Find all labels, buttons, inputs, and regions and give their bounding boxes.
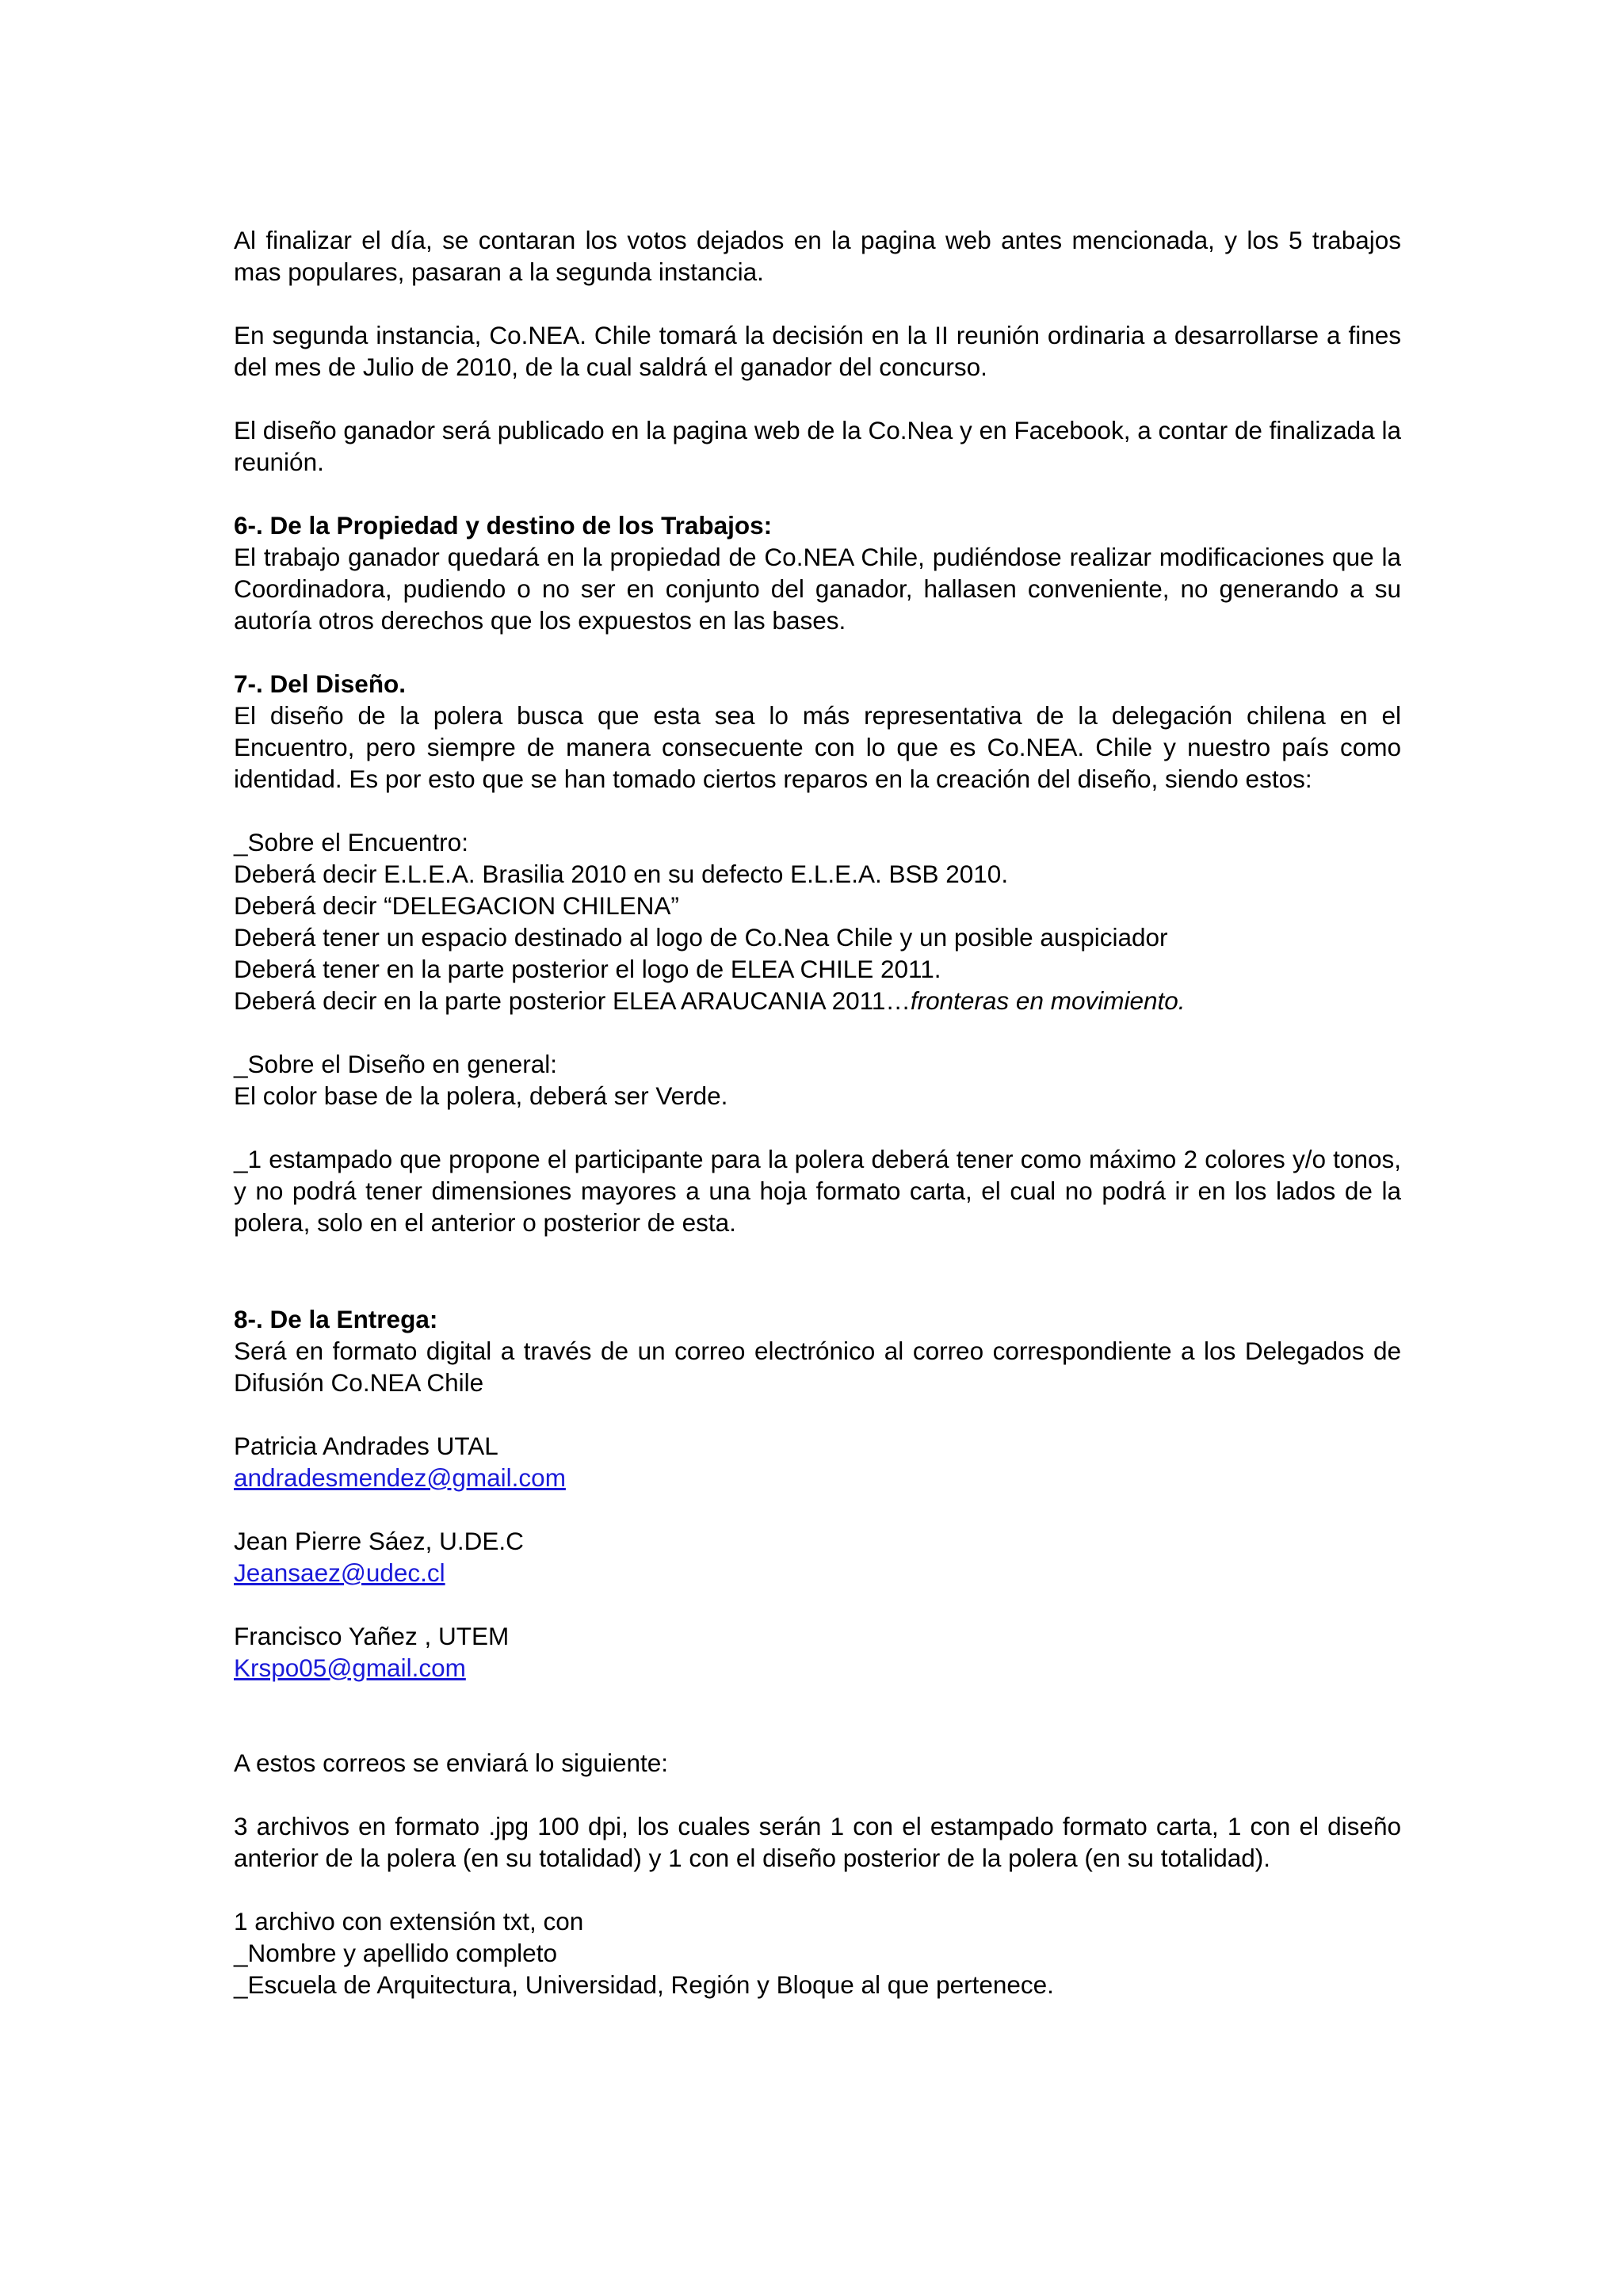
paragraph-vote-count: Al finalizar el día, se contaran los votos dejados en la pagina web antes mencionada, y los 5 trabajos mas populares, pasaran a la segunda instancia. [234, 226, 1401, 286]
files-jpg-paragraph: 3 archivos en formato .jpg 100 dpi, los cuales serán 1 con el estampado formato carta, 1 con el diseño anterior de la polera (en su totalidad) y 1 con el diseño posterior de la polera (en su totalidad). [234, 1812, 1401, 1872]
contact-email-link[interactable]: andradesmendez@gmail.com [234, 1463, 566, 1492]
contact-name: Patricia Andrades UTAL [234, 1432, 498, 1460]
section-7-body: El diseño de la polera busca que esta sea lo más representativa de la delegación chilena en el Encuentro, pero siempre de manera consecuente con lo que es Co.NEA. Chile y nuestro país como identidad. Es por esto que se han tomado ciertos reparos en la creación del diseño, siendo estos: [234, 701, 1401, 793]
encuentro-item: Deberá decir “DELEGACION CHILENA” [234, 891, 679, 920]
section-6-heading: 6-. De la Propiedad y destino de los Trabajos: [234, 511, 773, 540]
paragraph-second-stage: En segunda instancia, Co.NEA. Chile tomará la decisión en la II reunión ordinaria a desarrollarse a fines del mes de Julio de 2010, de la cual saldrá el ganador del concurso. [234, 321, 1401, 381]
contact-name: Francisco Yañez , UTEM [234, 1622, 510, 1650]
general-design-color: El color base de la polera, deberá ser Verde. [234, 1081, 728, 1110]
contact-email-link[interactable]: Jeansaez@udec.cl [234, 1558, 445, 1587]
document-body [234, 224, 1401, 2000]
section-8-body: Será en formato digital a través de un correo electrónico al correo correspondiente a los Delegados de Difusión Co.NEA Chile [234, 1337, 1401, 1397]
paragraph-publication: El diseño ganador será publicado en la pagina web de la Co.Nea y en Facebook, a contar de finalizada la reunión. [234, 416, 1401, 476]
encuentro-title: _Sobre el Encuentro: [234, 828, 468, 856]
encuentro-last-italic: fronteras en movimiento. [910, 986, 1186, 1015]
txt-file-line: 1 archivo con extensión txt, con [234, 1907, 584, 1936]
section-6-body: El trabajo ganador quedará en la propiedad de Co.NEA Chile, pudiéndose realizar modificaciones que la Coordinadora, pudiendo o no ser en conjunto del ganador, hallasen conveniente, no generando a su autoría otros derechos que los expuestos en las bases. [234, 543, 1401, 635]
encuentro-item: Deberá tener en la parte posterior el logo de ELEA CHILE 2011. [234, 955, 941, 983]
encuentro-item: Deberá tener un espacio destinado al logo de Co.Nea Chile y un posible auspiciador [234, 923, 1168, 952]
encuentro-last-text: Deberá decir en la parte posterior ELEA ARAUCANIA 2011… [234, 986, 911, 1015]
send-intro: A estos correos se enviará lo siguiente: [234, 1749, 669, 1777]
section-7-heading: 7-. Del Diseño. [234, 669, 407, 698]
general-design-title: _Sobre el Diseño en general: [234, 1050, 558, 1078]
txt-file-line: _Nombre y apellido completo [234, 1939, 557, 1967]
encuentro-item-last [234, 985, 1401, 1016]
estampado-paragraph: _1 estampado que propone el participante para la polera deberá tener como máximo 2 colores y/o tonos, y no podrá tener dimensiones mayores a una hoja formato carta, el cual no podrá ir en los lados de la polera, solo en el anterior o posterior de esta. [234, 1145, 1401, 1237]
contact-name: Jean Pierre Sáez, U.DE.C [234, 1527, 524, 1555]
section-8-heading: 8-. De la Entrega: [234, 1305, 438, 1333]
txt-file-line: _Escuela de Arquitectura, Universidad, Región y Bloque al que pertenece. [234, 1970, 1054, 1999]
encuentro-item: Deberá decir E.L.E.A. Brasilia 2010 en su defecto E.L.E.A. BSB 2010. [234, 860, 1009, 888]
contact-email-link[interactable]: Krspo05@gmail.com [234, 1653, 466, 1682]
